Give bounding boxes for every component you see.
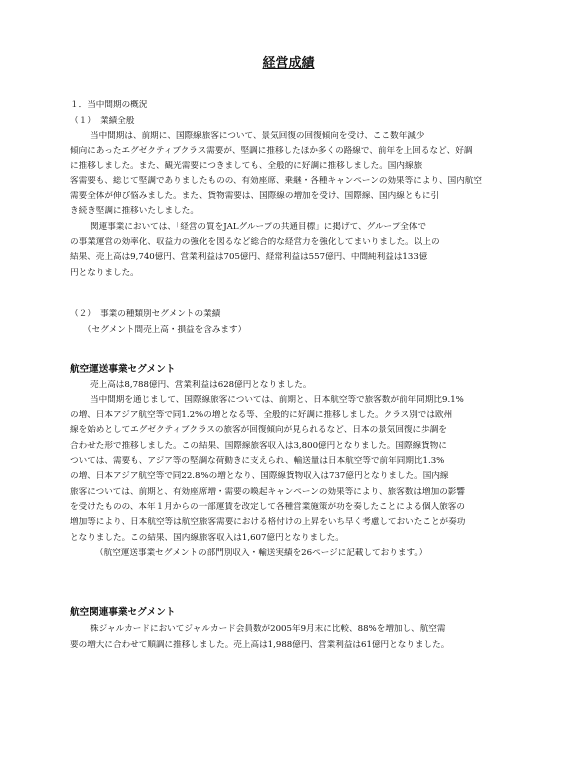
paragraph-line: を受けたものの、本年１月からの一部運賃を改定して各種営業施策が功を奏したことによる個人旅客の <box>70 502 465 512</box>
paragraph-line: 線を始めとしてエグゼクティブクラスの旅客が回復傾向が見られるなど、日本の景気回復に歩調を <box>70 425 447 435</box>
paragraph-line: 当中間期を通じまして、国際線旅客については、前期と、日本航空等で旅客数が前年同期比9.1% <box>90 395 464 405</box>
paragraph-line: 要の増大に合わせて順調に推移しました。売上高は1,988億円、営業利益は61億円となりました。 <box>70 640 450 650</box>
paragraph-line: 当中間期は、前期に、国際線旅客について、景気回復の回復傾向を受け、ここ数年減少 <box>90 131 425 141</box>
paragraph-line: 円となりました。 <box>70 268 139 278</box>
paragraph-line: 傾向にあったエグゼクティブクラス需要が、堅調に推移したほか多くの路線で、前年を上回るなど、好調 <box>70 146 473 156</box>
paragraph-note: （航空運送事業セグメントの部門別収入・輸送実績を26ページに記載しております。） <box>95 548 428 558</box>
paragraph-line: の事業運営の効率化、収益力の強化を図るなど総合的な経営力を強化してまいりました。以上の <box>70 237 440 247</box>
subsection-heading: （２） 事業の種類別セグメントの業績 <box>70 309 221 319</box>
paragraph-line: の増、日本アジア航空等で同1.2%の増となる等、全般的に好調に推移しました。クラス別では欧州 <box>70 410 453 420</box>
paragraph-line: 客需要も、総じて堅調でありましたものの、有効座席、乗継・各種キャンペーンの効果等により、国内航空 <box>70 176 482 186</box>
paragraph-line: 株ジャルカードにおいてジャルカード会員数が2005年9月末に比較、88%を増加し、航空需 <box>90 624 446 634</box>
paragraph-line: の増、日本アジア航空等で同22.8%の増となり、国際線貨物収入は737億円となりました。国内線 <box>70 471 449 481</box>
paragraph-line: 需要全体が伸び悩みました。また、貨物需要は、国際線の増加を受け、国際線、国内線ともに引 <box>70 191 440 201</box>
paragraph-line: 合わせた形で推移しました。この結果、国際線旅客収入は3,800億円となりました。国際線貨物に <box>70 441 447 451</box>
paragraph-line: 旅客については、前期と、有効座席増・需要の喚起キャンペーンの効果等により、旅客数は増加の影響 <box>70 487 465 497</box>
segment-heading-air-related: 航空関連事業セグメント <box>70 607 176 618</box>
subsection-note: （セグメント間売上高・損益を含みます） <box>83 325 247 335</box>
paragraph-line: ついては、需要も、アジア等の堅調な荷動きに支えられ、輸送量は日本航空等で前年同期比1.3% <box>70 456 445 466</box>
paragraph-line: に推移しました。また、観光需要につきましても、全般的に好調に推移しました。国内線旅 <box>70 161 423 171</box>
paragraph-line: き続き堅調に推移いたしました。 <box>70 206 199 216</box>
paragraph-line: 結果、売上高は9,740億円、営業利益は705億円、経常利益は557億円、中間純利益は133億 <box>70 252 428 262</box>
paragraph-line: となりました。この結果、国内線旅客収入は1,607億円となりました。 <box>70 533 344 543</box>
paragraph-line: 売上高は8,788億円、営業利益は628億円となりました。 <box>90 380 312 390</box>
page-title: 経営成績 <box>262 56 315 71</box>
paragraph-line: 増加等により、日本航空等は航空旅客需要における格付けの上昇をいち早く考慮しておいたことが奏功 <box>70 517 466 527</box>
section-heading: １．当中間期の概況 <box>70 100 148 110</box>
subsection-heading: （１） 業績全般 <box>70 116 135 126</box>
paragraph-line: 関連事業においては、「経営の質をJALグループの共通目標」に掲げて、グループ全体で <box>90 222 427 232</box>
segment-heading-air-transport: 航空運送事業セグメント <box>70 364 176 375</box>
